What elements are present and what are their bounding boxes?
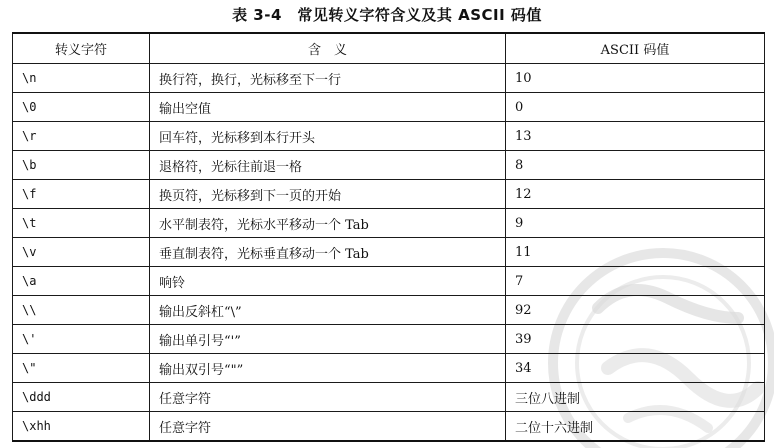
table-row [13, 383, 765, 412]
cell-escape-char: \b [13, 151, 150, 180]
cell-ascii-value: 三位八进制 [506, 383, 765, 412]
escape-characters-table [12, 32, 765, 442]
cell-meaning: 退格符，光标往前退一格 [150, 151, 506, 180]
header-meaning: 含 义 [150, 33, 506, 64]
table-row [13, 122, 765, 151]
cell-ascii-value: 39 [506, 325, 765, 354]
cell-meaning: 垂直制表符，光标垂直移动一个 Tab [150, 238, 506, 267]
header-escape-char: 转义字符 [13, 33, 150, 64]
cell-meaning: 任意字符 [150, 412, 506, 442]
table-header-row [13, 33, 765, 64]
table-row [13, 93, 765, 122]
cell-escape-char: \v [13, 238, 150, 267]
cell-ascii-value: 10 [506, 64, 765, 93]
cell-escape-char: \xhh [13, 412, 150, 442]
cell-meaning: 输出双引号“"” [150, 354, 506, 383]
cell-meaning: 换页符，光标移到下一页的开始 [150, 180, 506, 209]
table-row [13, 412, 765, 442]
table-row [13, 238, 765, 267]
cell-meaning: 输出空值 [150, 93, 506, 122]
table-row [13, 209, 765, 238]
cell-escape-char: \ddd [13, 383, 150, 412]
table-row [13, 296, 765, 325]
cell-ascii-value: 0 [506, 93, 765, 122]
table-row [13, 325, 765, 354]
cell-escape-char: \f [13, 180, 150, 209]
table-row [13, 64, 765, 93]
cell-escape-char: \t [13, 209, 150, 238]
cell-escape-char: \' [13, 325, 150, 354]
cell-escape-char: \\ [13, 296, 150, 325]
table-row [13, 180, 765, 209]
cell-ascii-value: 11 [506, 238, 765, 267]
cell-meaning: 响铃 [150, 267, 506, 296]
cell-ascii-value: 92 [506, 296, 765, 325]
cell-escape-char: \r [13, 122, 150, 151]
cell-escape-char: \0 [13, 93, 150, 122]
cell-ascii-value: 34 [506, 354, 765, 383]
table-row [13, 267, 765, 296]
cell-ascii-value: 8 [506, 151, 765, 180]
cell-meaning: 换行符，换行，光标移至下一行 [150, 64, 506, 93]
cell-ascii-value: 13 [506, 122, 765, 151]
cell-ascii-value: 9 [506, 209, 765, 238]
cell-escape-char: \a [13, 267, 150, 296]
cell-meaning: 输出反斜杠“\” [150, 296, 506, 325]
cell-escape-char: \" [13, 354, 150, 383]
cell-ascii-value: 7 [506, 267, 765, 296]
cell-meaning: 回车符，光标移到本行开头 [150, 122, 506, 151]
cell-ascii-value: 二位十六进制 [506, 412, 765, 442]
table-row [13, 151, 765, 180]
header-ascii-value: ASCII 码值 [506, 33, 765, 64]
cell-meaning: 水平制表符，光标水平移动一个 Tab [150, 209, 506, 238]
cell-ascii-value: 12 [506, 180, 765, 209]
cell-escape-char: \n [13, 64, 150, 93]
table-row [13, 354, 765, 383]
cell-meaning: 输出单引号“'” [150, 325, 506, 354]
cell-meaning: 任意字符 [150, 383, 506, 412]
table-caption: 表 3-4 常见转义字符含义及其 ASCII 码值 [232, 6, 542, 24]
